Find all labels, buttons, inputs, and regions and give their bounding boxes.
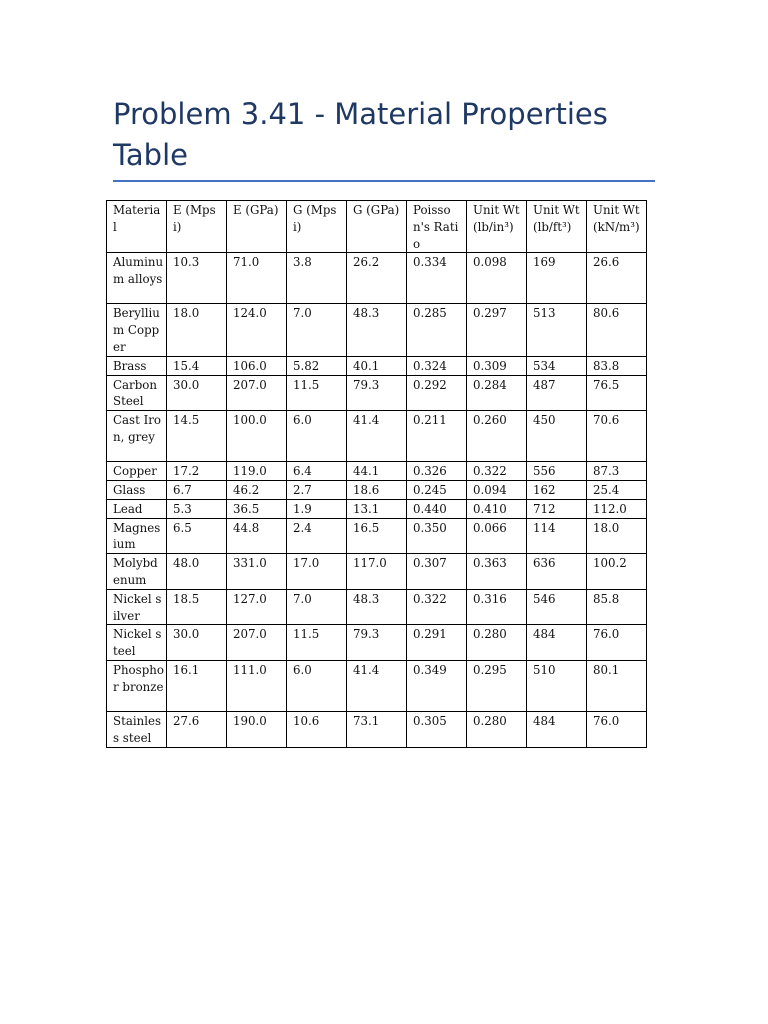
table-cell: 79.3: [347, 625, 407, 661]
table-cell: 41.4: [347, 660, 407, 711]
material-name-cell: Glass: [107, 480, 167, 499]
table-cell: 76.5: [587, 375, 647, 411]
table-row: [107, 625, 647, 661]
table-cell: 0.066: [467, 518, 527, 554]
header-g-gpa: G (GPa): [347, 201, 407, 253]
table-body: [107, 253, 647, 747]
table-cell: 6.7: [167, 480, 227, 499]
table-cell: 556: [527, 462, 587, 481]
table-cell: 40.1: [347, 356, 407, 375]
table-cell: 0.349: [407, 660, 467, 711]
table-row: [107, 411, 647, 462]
table-cell: 106.0: [227, 356, 287, 375]
table-cell: 0.295: [467, 660, 527, 711]
table-cell: 79.3: [347, 375, 407, 411]
table-cell: 30.0: [167, 625, 227, 661]
header-e-mpsi: E (Mpsi): [167, 201, 227, 253]
table-cell: 2.7: [287, 480, 347, 499]
table-row: [107, 589, 647, 625]
table-cell: 100.2: [587, 554, 647, 590]
table-cell: 450: [527, 411, 587, 462]
table-cell: 0.334: [407, 253, 467, 304]
material-name-cell: Cast Iron, grey: [107, 411, 167, 462]
table-cell: 70.6: [587, 411, 647, 462]
table-cell: 0.440: [407, 499, 467, 518]
table-cell: 7.0: [287, 304, 347, 356]
table-cell: 3.8: [287, 253, 347, 304]
header-e-gpa: E (GPa): [227, 201, 287, 253]
material-name-cell: Lead: [107, 499, 167, 518]
table-cell: 0.305: [407, 711, 467, 747]
table-cell: 331.0: [227, 554, 287, 590]
table-cell: 190.0: [227, 711, 287, 747]
table-cell: 6.0: [287, 660, 347, 711]
material-name-cell: Nickel silver: [107, 589, 167, 625]
header-unit-wt-lb-ft3: Unit Wt (lb/ft³): [527, 201, 587, 253]
table-cell: 0.316: [467, 589, 527, 625]
table-cell: 17.0: [287, 554, 347, 590]
table-cell: 11.5: [287, 625, 347, 661]
table-cell: 18.0: [587, 518, 647, 554]
table-cell: 27.6: [167, 711, 227, 747]
table-cell: 80.6: [587, 304, 647, 356]
table-cell: 510: [527, 660, 587, 711]
material-name-cell: Molybdenum: [107, 554, 167, 590]
table-cell: 25.4: [587, 480, 647, 499]
table-row: [107, 660, 647, 711]
page-title: Problem 3.41 - Material Properties Table: [113, 97, 608, 172]
table-cell: 0.291: [407, 625, 467, 661]
table-row: [107, 480, 647, 499]
table-cell: 26.6: [587, 253, 647, 304]
table-cell: 162: [527, 480, 587, 499]
table-cell: 17.2: [167, 462, 227, 481]
table-cell: 15.4: [167, 356, 227, 375]
table-cell: 6.0: [287, 411, 347, 462]
table-cell: 18.5: [167, 589, 227, 625]
table-cell: 712: [527, 499, 587, 518]
table-cell: 48.0: [167, 554, 227, 590]
table-cell: 0.363: [467, 554, 527, 590]
material-name-cell: Stainless steel: [107, 711, 167, 747]
table-cell: 44.1: [347, 462, 407, 481]
table-cell: 207.0: [227, 625, 287, 661]
table-cell: 0.297: [467, 304, 527, 356]
material-name-cell: Magnesium: [107, 518, 167, 554]
table-header-row: [107, 201, 647, 253]
table-cell: 87.3: [587, 462, 647, 481]
table-cell: 10.3: [167, 253, 227, 304]
table-cell: 127.0: [227, 589, 287, 625]
table-cell: 0.094: [467, 480, 527, 499]
title-underline: [113, 180, 655, 182]
table-cell: 534: [527, 356, 587, 375]
table-cell: 487: [527, 375, 587, 411]
table-cell: 0.245: [407, 480, 467, 499]
table-cell: 100.0: [227, 411, 287, 462]
table-cell: 484: [527, 625, 587, 661]
table-cell: 0.280: [467, 625, 527, 661]
table-cell: 111.0: [227, 660, 287, 711]
table-cell: 0.098: [467, 253, 527, 304]
header-material: Material: [107, 201, 167, 253]
table-cell: 0.307: [407, 554, 467, 590]
table-cell: 169: [527, 253, 587, 304]
table-row: [107, 304, 647, 356]
table-cell: 14.5: [167, 411, 227, 462]
table-cell: 83.8: [587, 356, 647, 375]
table-cell: 0.280: [467, 711, 527, 747]
table-cell: 73.1: [347, 711, 407, 747]
table-cell: 46.2: [227, 480, 287, 499]
table-cell: 513: [527, 304, 587, 356]
material-name-cell: Aluminum alloys: [107, 253, 167, 304]
table-cell: 114: [527, 518, 587, 554]
table-cell: 13.1: [347, 499, 407, 518]
table-cell: 124.0: [227, 304, 287, 356]
table-cell: 36.5: [227, 499, 287, 518]
material-name-cell: Carbon Steel: [107, 375, 167, 411]
table-cell: 636: [527, 554, 587, 590]
table-cell: 0.309: [467, 356, 527, 375]
table-cell: 0.350: [407, 518, 467, 554]
table-cell: 0.211: [407, 411, 467, 462]
table-cell: 117.0: [347, 554, 407, 590]
table-cell: 85.8: [587, 589, 647, 625]
table-cell: 0.284: [467, 375, 527, 411]
header-poissons-ratio: Poisson's Ratio: [407, 201, 467, 253]
table-cell: 112.0: [587, 499, 647, 518]
table-row: [107, 711, 647, 747]
table-row: [107, 375, 647, 411]
table-cell: 0.324: [407, 356, 467, 375]
table-cell: 26.2: [347, 253, 407, 304]
table-cell: 0.322: [467, 462, 527, 481]
table-cell: 76.0: [587, 711, 647, 747]
material-name-cell: Nickel steel: [107, 625, 167, 661]
header-unit-wt-lb-in3: Unit Wt (lb/in³): [467, 201, 527, 253]
table-cell: 18.0: [167, 304, 227, 356]
table-cell: 0.326: [407, 462, 467, 481]
table-cell: 5.3: [167, 499, 227, 518]
table-cell: 0.260: [467, 411, 527, 462]
header-g-mpsi: G (Mpsi): [287, 201, 347, 253]
material-name-cell: Brass: [107, 356, 167, 375]
table-cell: 16.1: [167, 660, 227, 711]
table-cell: 0.410: [467, 499, 527, 518]
table-cell: 80.1: [587, 660, 647, 711]
table-cell: 546: [527, 589, 587, 625]
table-row: [107, 554, 647, 590]
material-properties-table: [106, 200, 647, 748]
material-name-cell: Phosphor bronze: [107, 660, 167, 711]
material-name-cell: Copper: [107, 462, 167, 481]
table-row: [107, 356, 647, 375]
table-cell: 76.0: [587, 625, 647, 661]
table-cell: 41.4: [347, 411, 407, 462]
table-cell: 30.0: [167, 375, 227, 411]
table-cell: 11.5: [287, 375, 347, 411]
table-row: [107, 462, 647, 481]
table-cell: 6.5: [167, 518, 227, 554]
table-cell: 48.3: [347, 304, 407, 356]
table-cell: 2.4: [287, 518, 347, 554]
table-cell: 5.82: [287, 356, 347, 375]
table-cell: 484: [527, 711, 587, 747]
table-row: [107, 253, 647, 304]
table-cell: 207.0: [227, 375, 287, 411]
table-cell: 0.322: [407, 589, 467, 625]
material-name-cell: Beryllium Copper: [107, 304, 167, 356]
table-cell: 18.6: [347, 480, 407, 499]
table-row: [107, 518, 647, 554]
header-unit-wt-kn-m3: Unit Wt (kN/m³): [587, 201, 647, 253]
table-cell: 0.285: [407, 304, 467, 356]
table-cell: 0.292: [407, 375, 467, 411]
table-row: [107, 499, 647, 518]
table-cell: 44.8: [227, 518, 287, 554]
table-cell: 6.4: [287, 462, 347, 481]
table-cell: 16.5: [347, 518, 407, 554]
table-cell: 10.6: [287, 711, 347, 747]
table-cell: 71.0: [227, 253, 287, 304]
table-cell: 119.0: [227, 462, 287, 481]
table-cell: 7.0: [287, 589, 347, 625]
table-cell: 48.3: [347, 589, 407, 625]
table-cell: 1.9: [287, 499, 347, 518]
